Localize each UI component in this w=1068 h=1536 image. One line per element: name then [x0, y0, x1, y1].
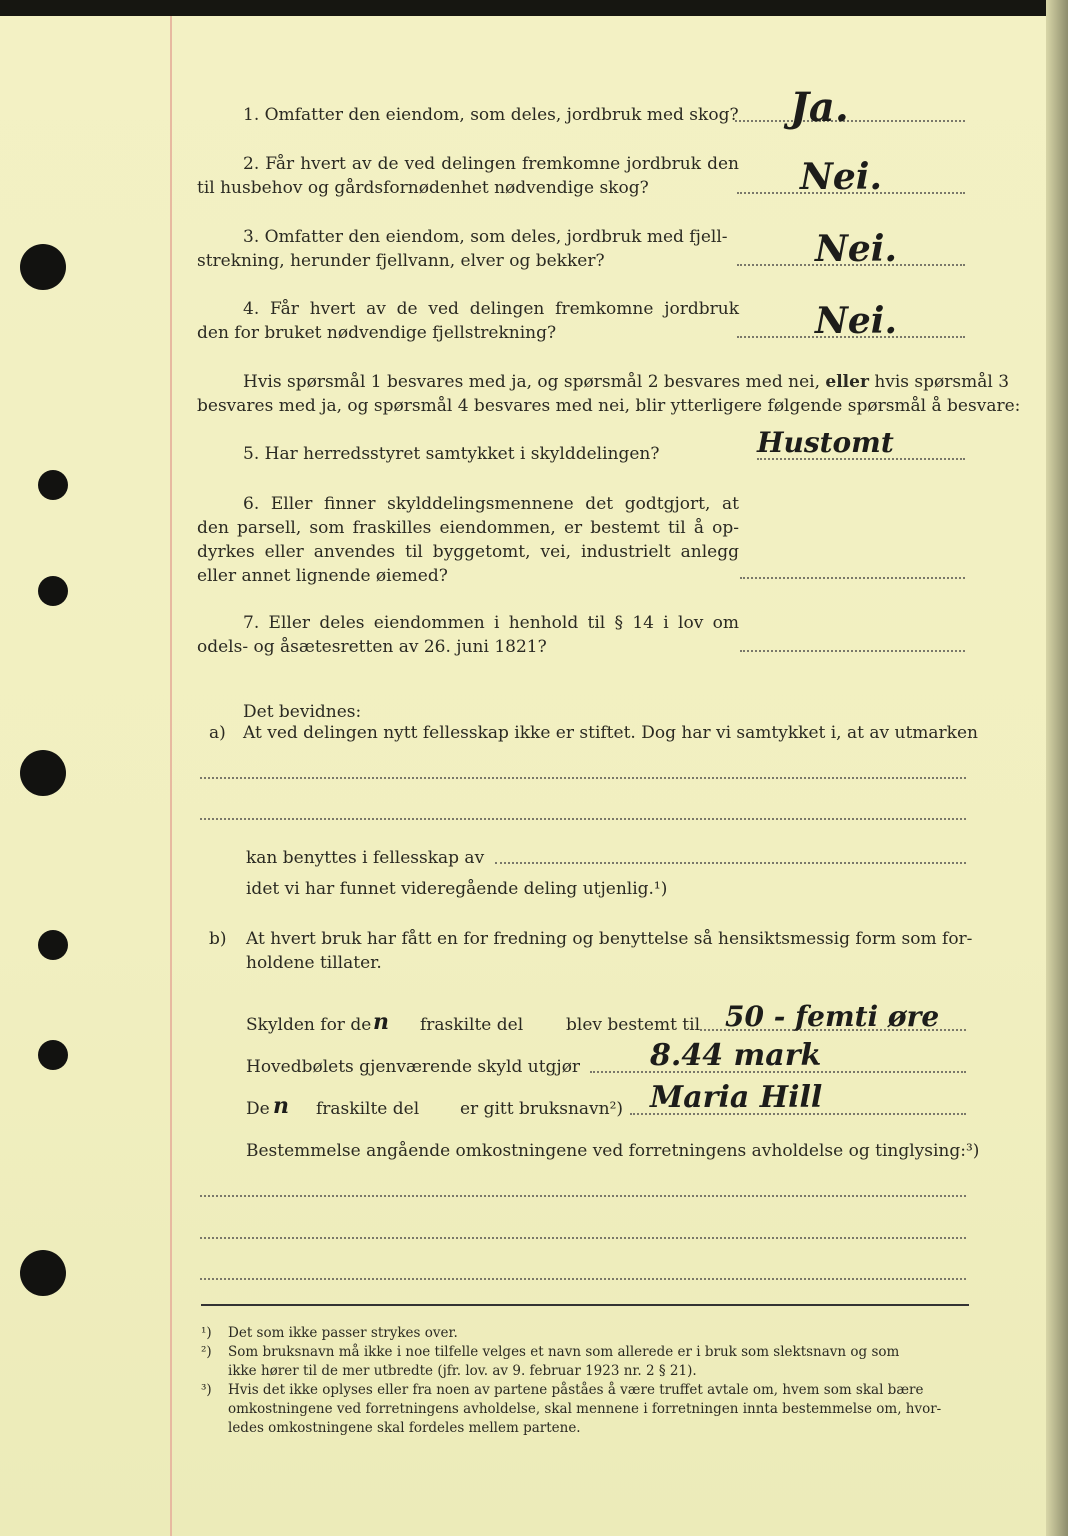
footnote-3-line-2: omkostningene ved forretningens avholdelse, skal mennene i forretningen innta bestemmelse om, hvor-: [228, 1401, 942, 1417]
question-4-line-2: den for bruket nødvendige fjellstrekning?: [197, 323, 557, 343]
punch-hole: [38, 576, 68, 606]
punch-hole: [20, 244, 66, 290]
question-5: 5. Har herredsstyret samtykket i skylddelingen?: [243, 444, 660, 464]
kan-benyttes-label: kan benyttes i fellesskap av: [246, 848, 485, 868]
skylden-handwritten-suffix: n: [373, 1009, 389, 1035]
answer-line-7: [740, 650, 965, 652]
question-3-line-1: 3. Omfatter den eiendom, som deles, jordbruk med fjell-: [243, 227, 728, 247]
question-3-line-2: strekning, herunder fjellvann, elver og bekker?: [197, 251, 605, 271]
footnote-2-line-1: Som bruksnavn må ikke i noe tilfelle velges et navn som allerede er i bruk som slektsnavn og som: [228, 1344, 900, 1360]
punch-hole: [20, 750, 66, 796]
skylden-value: 50 - femti øre: [725, 1000, 940, 1033]
bruksnavn-label-a: De: [246, 1099, 270, 1119]
question-6-line-1: 6. Eller finner skylddelingsmennene det godtgjort, at: [243, 494, 739, 514]
footnote-3-line-3: ledes omkostningene skal fordeles mellem partene.: [228, 1420, 581, 1436]
blank-line: [200, 1195, 966, 1197]
skylden-label-c: blev bestemt til: [566, 1015, 701, 1035]
question-6-line-4: eller annet lignende øiemed?: [197, 566, 448, 586]
punch-hole: [38, 1040, 68, 1070]
instruction-text-b: hvis spørsmål 3: [874, 372, 1010, 392]
footnote-rule: [201, 1304, 969, 1306]
question-4-line-1: 4. Får hvert av de ved delingen fremkomne jordbruk: [243, 299, 739, 319]
hovedbol-label: Hovedbølets gjenværende skyld utgjør: [246, 1057, 581, 1077]
blank-line: [200, 1237, 966, 1239]
answer-5: Hustomt: [757, 426, 894, 459]
kan-benyttes-line: [495, 862, 966, 864]
instruction-bold-eller: eller: [825, 372, 869, 392]
scan-top-edge: [0, 0, 1068, 16]
instruction-line-2: besvares med ja, og spørsmål 4 besvares med nei, blir ytterligere følgende spørsmål å besvare:: [197, 396, 1021, 416]
bruksnavn-value: Maria Hill: [650, 1080, 823, 1115]
question-7-line-2: odels- og åsætesretten av 26. juni 1821?: [197, 637, 547, 657]
bestemmelse-label: Bestemmelse angående omkostningene ved forretningens avholdelse og tinglysing:³): [246, 1141, 980, 1161]
scan-right-edge: [1046, 0, 1068, 1536]
answer-1: Ja.: [790, 84, 849, 131]
footnote-1-mark: ¹): [201, 1325, 212, 1341]
punch-hole: [20, 1250, 66, 1296]
instruction-text-a: Hvis spørsmål 1 besvares med ja, og spørsmål 2 besvares med nei,: [243, 372, 820, 392]
answer-3: Nei.: [815, 228, 898, 270]
footnote-3-mark: ³): [201, 1382, 212, 1398]
punch-hole: [38, 470, 68, 500]
question-1: 1. Omfatter den eiendom, som deles, jordbruk med skog?: [243, 105, 739, 125]
answer-line-6: [740, 577, 965, 579]
bruksnavn-label-c: er gitt bruksnavn²): [460, 1099, 624, 1119]
margin-line: [170, 16, 172, 1536]
hovedbol-value: 8.44 mark: [650, 1038, 822, 1073]
blank-line: [200, 777, 966, 779]
footnote-1-text: Det som ikke passer strykes over.: [228, 1325, 458, 1341]
footnote-3-line-1: Hvis det ikke oplyses eller fra noen av partene påståes å være truffet avtale om, hvem som skal bære: [228, 1382, 924, 1398]
certification-b-line-2: holdene tillater.: [246, 953, 382, 973]
answer-line-1: [735, 120, 965, 122]
question-2-line-1: 2. Får hvert av de ved delingen fremkomne jordbruk den: [243, 154, 739, 174]
certification-b-label: b): [209, 929, 227, 949]
certification-a-label: a): [209, 723, 226, 743]
punch-hole: [38, 930, 68, 960]
question-6-line-2: den parsell, som fraskilles eiendommen, er bestemt til å op-: [197, 518, 739, 538]
blank-line: [200, 818, 966, 820]
certification-a-text: At ved delingen nytt fellesskap ikke er stiftet. Dog har vi samtykket i, at av utmarken: [243, 723, 978, 743]
question-2-line-2: til husbehov og gårdsfornødenhet nødvendige skog?: [197, 178, 649, 198]
answer-4: Nei.: [815, 300, 898, 342]
instruction-line-1: [243, 370, 1009, 394]
certification-b-line-1: At hvert bruk har fått en for fredning og benyttelse så hensiktsmessig form som for-: [246, 929, 973, 949]
bruksnavn-handwritten-suffix: n: [273, 1093, 289, 1119]
footnote-2-line-2: ikke hører til de mer utbredte (jfr. lov. av 9. februar 1923 nr. 2 § 21).: [228, 1363, 697, 1379]
footnote-2-mark: ²): [201, 1344, 212, 1360]
answer-2: Nei.: [800, 156, 883, 198]
blank-line: [200, 1278, 966, 1280]
idet-text: idet vi har funnet videregående deling utjenlig.¹): [246, 879, 668, 899]
skylden-label-b: fraskilte del: [420, 1015, 524, 1035]
skylden-label-a: Skylden for de: [246, 1015, 372, 1035]
certification-heading: Det bevidnes:: [243, 702, 362, 722]
bruksnavn-label-b: fraskilte del: [316, 1099, 420, 1119]
question-6-line-3: dyrkes eller anvendes til byggetomt, vei, industrielt anlegg: [197, 542, 739, 562]
question-7-line-1: 7. Eller deles eiendommen i henhold til § 14 i lov om: [243, 613, 739, 633]
